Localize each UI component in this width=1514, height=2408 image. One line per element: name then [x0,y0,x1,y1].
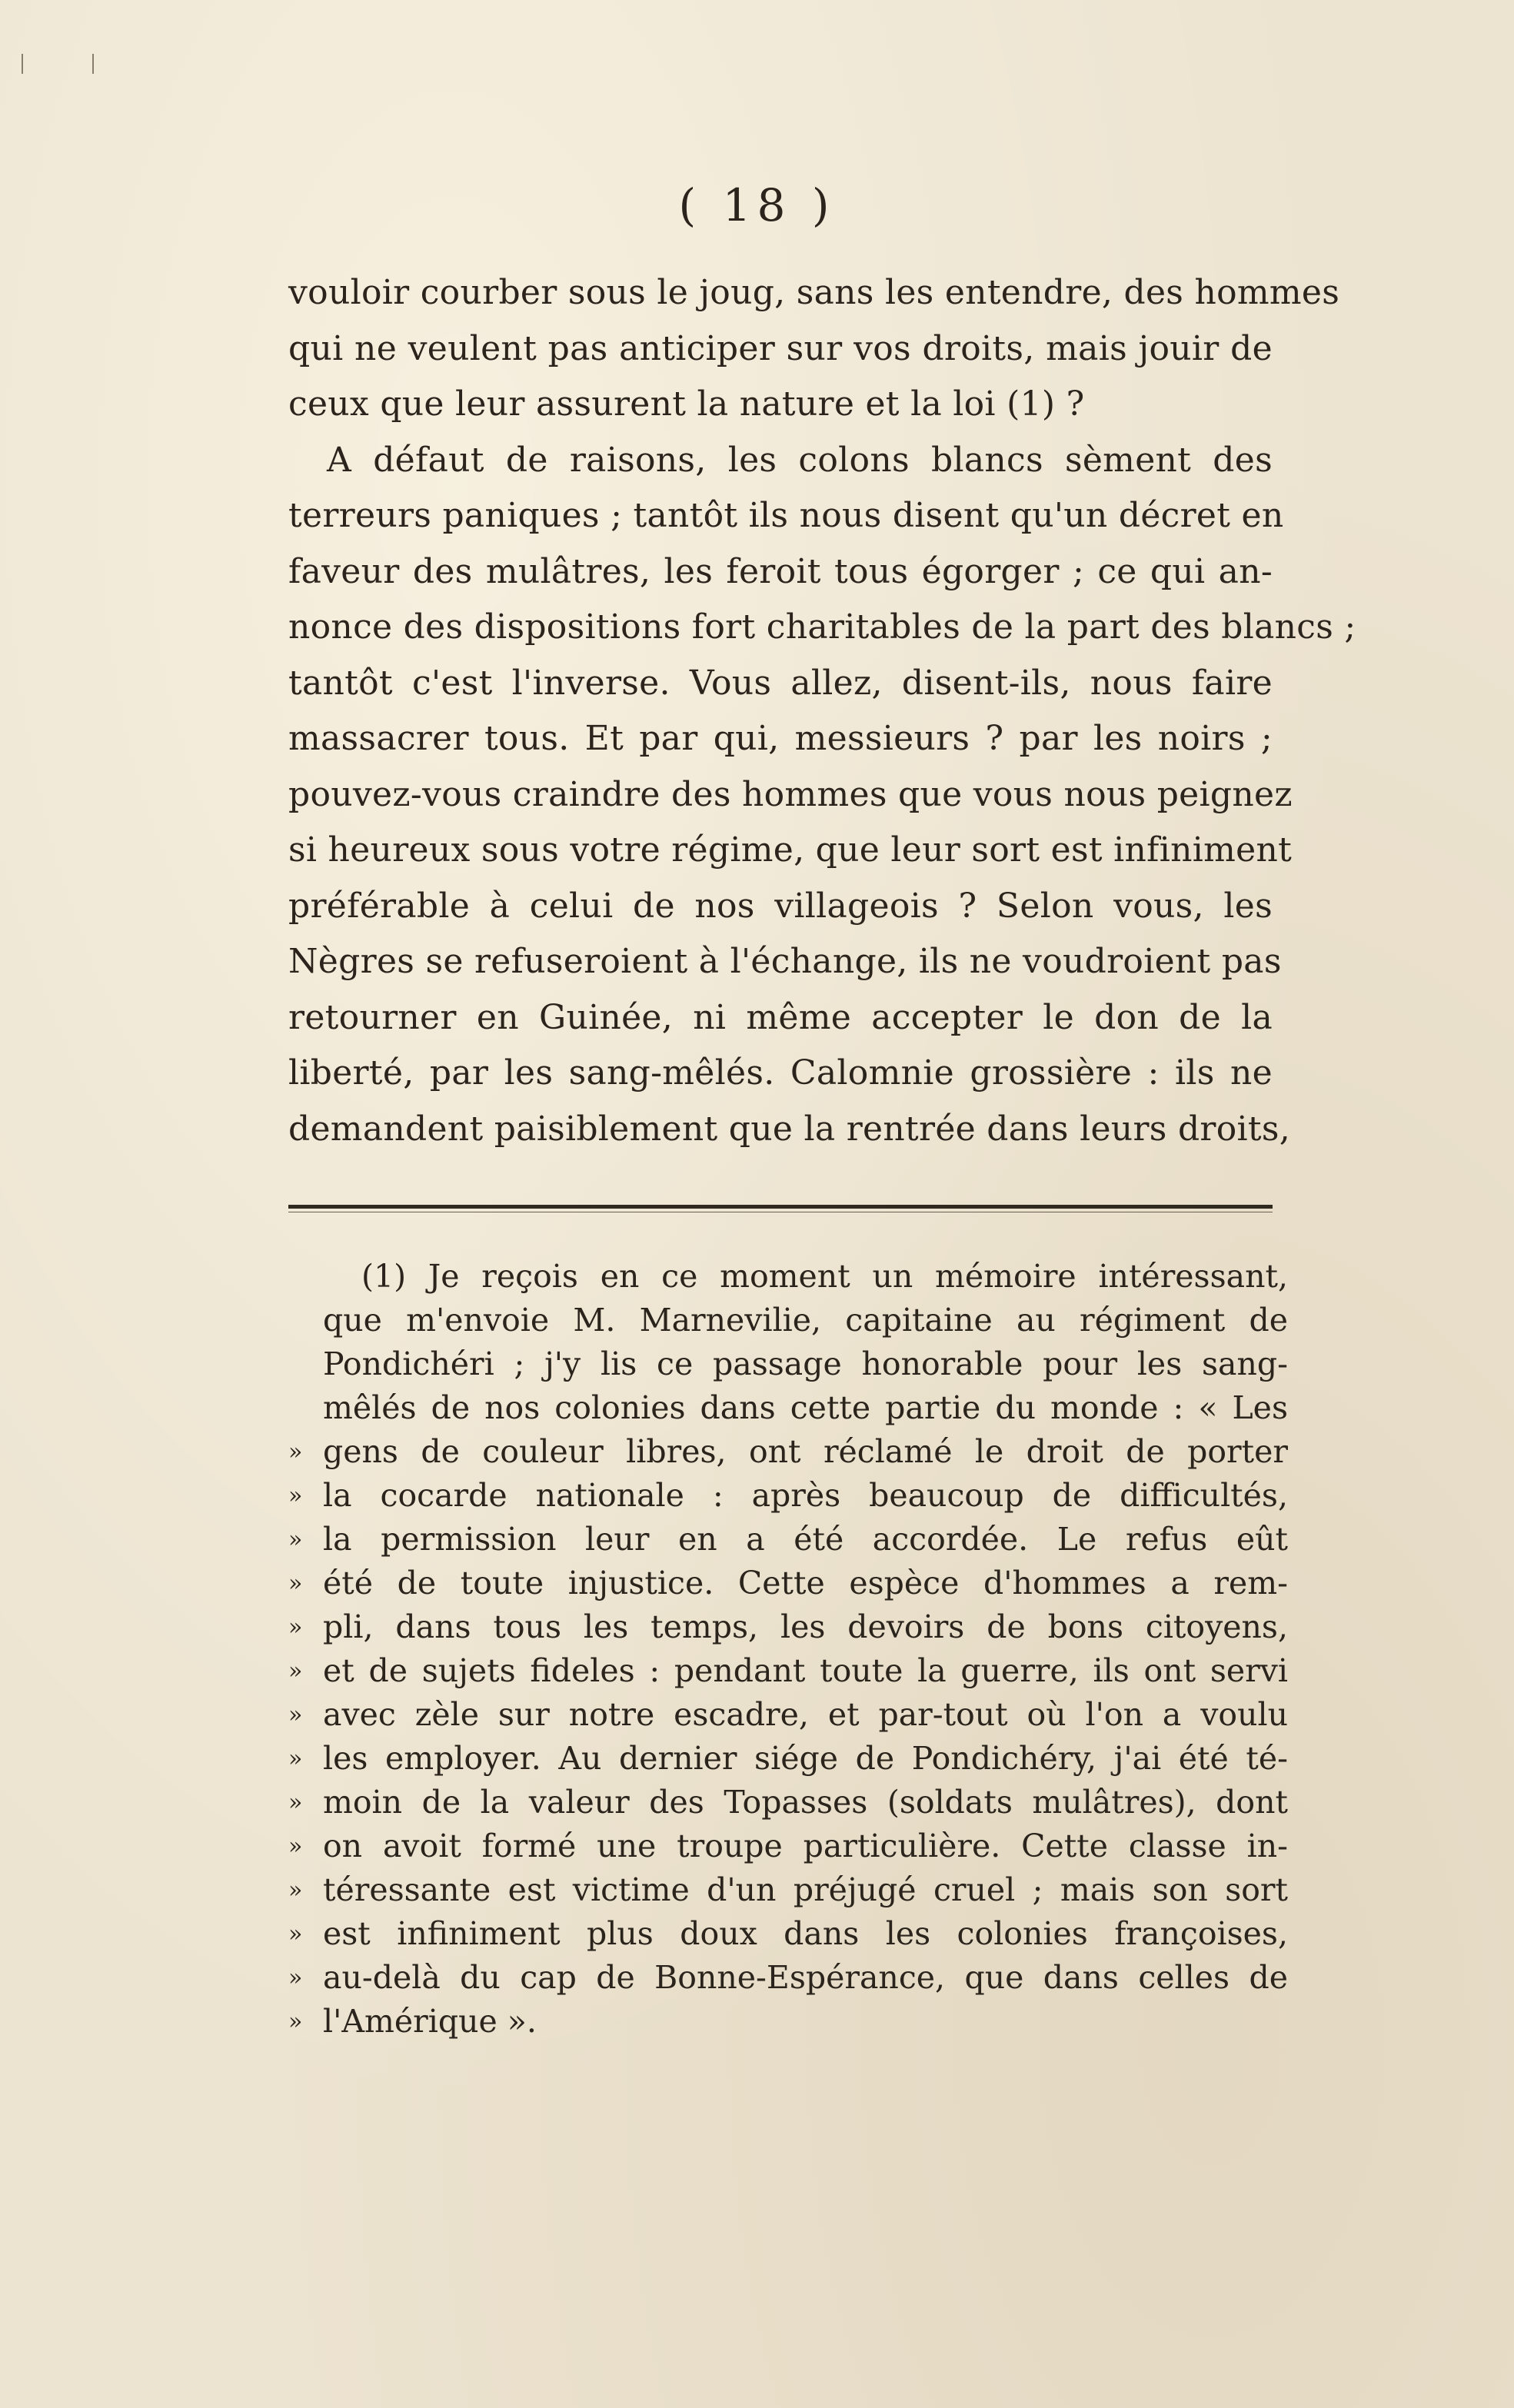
footnote-text: et de sujets fideles : pendant toute la guerre, ils ont servi [323,1652,1288,1689]
footnote-text: moin de la valeur des Topasses (soldats mulâtres), dont [323,1784,1288,1821]
quote-mark: » [288,1964,303,1991]
quote-mark: » [288,1570,303,1597]
quote-mark: » [288,1482,303,1509]
footnote-line [288,2000,1288,2044]
footnote-line [288,1649,1288,1693]
footnote-text: la permission leur en a été accordée. Le refus eût [323,1521,1288,1558]
footnote-text: la cocarde nationale : après beaucoup de difficultés, [323,1477,1288,1514]
quote-mark [288,1299,323,1342]
footnote-text: été de toute injustice. Cette espèce d'hommes a rem- [323,1565,1288,1601]
footnote-line [288,1737,1288,1781]
footnote-text: avec zèle sur notre escadre, et par-tout où l'on a voulu [323,1696,1288,1733]
quote-mark: » [288,1877,303,1904]
footnote-line [288,1824,1288,1868]
quote-mark: » [288,2008,303,2035]
edge-mark [22,54,23,74]
footnote-text: téressante est victime d'un préjugé cruel ; mais son sort [323,1871,1288,1908]
body-line: terreurs paniques ; tantôt ils nous disent qu'un décret en [288,496,1284,535]
footnote-text: gens de couleur libres, ont réclamé le droit de porter [323,1433,1288,1470]
body-line: tantôt c'est l'inverse. Vous allez, disent-ils, nous faire [288,663,1273,703]
quote-mark [288,1255,323,1299]
footnote-line [288,1299,1288,1342]
footnote-line [288,1255,1288,1299]
quote-mark: » [288,1921,303,1947]
footnote-line [288,1956,1288,2000]
body-line: faveur des mulâtres, les feroit tous égorger ; ce qui an- [288,551,1273,591]
body-line: Nègres se refuseroient à l'échange, ils ne voudroient pas [288,942,1282,981]
footnote-rule [288,1205,1273,1209]
quote-mark: » [288,1701,303,1728]
footnote-line [288,1430,1288,1474]
body-line: A défaut de raisons, les colons blancs sèment des [327,440,1273,480]
quote-mark: » [288,1526,303,1553]
quote-mark: » [288,1745,303,1772]
footnote-text: pli, dans tous les temps, les devoirs de bons citoyens, [323,1608,1288,1645]
body-line: qui ne veulent pas anticiper sur vos droits, mais jouir de [288,328,1273,368]
footnote-text: on avoit formé une troupe particulière. Cette classe in- [323,1828,1288,1864]
body-line: pouvez-vous craindre des hommes que vous nous peignez [288,774,1293,814]
footnote-line [288,1781,1288,1824]
footnote-text: mêlés de nos colonies dans cette partie du monde : « Les [323,1389,1288,1426]
edge-mark [92,54,94,74]
footnote-line [288,1518,1288,1562]
quote-mark [288,1342,323,1386]
quote-mark [288,1386,323,1430]
footnote-line [288,1868,1288,1912]
quote-mark: » [288,1614,303,1641]
footnote-line [288,1386,1288,1430]
footnote-text: que m'envoie M. Marnevilie, capitaine au régiment de [323,1302,1288,1339]
page-number: ( 18 ) [678,179,836,231]
quote-mark: » [288,1789,303,1816]
footnote-line [288,1605,1288,1649]
quote-mark: » [288,1833,303,1860]
body-line: massacrer tous. Et par qui, messieurs ? par les noirs ; [288,719,1273,758]
footnote-text: est infiniment plus doux dans les colonies françoises, [323,1915,1288,1952]
footnote-line [288,1912,1288,1956]
body-line: préférable à celui de nos villageois ? Selon vous, les [288,886,1273,926]
body-line: nonce des dispositions fort charitables de la part des blancs ; [288,607,1356,647]
footnote-line [288,1562,1288,1605]
body-line: demandent paisiblement que la rentrée dans leurs droits, [288,1109,1291,1149]
quote-mark: » [288,1658,303,1685]
footnote-text: (1) Je reçois en ce moment un mémoire intéressant, [361,1258,1288,1295]
footnote-text: Pondichéri ; j'y lis ce passage honorable pour les sang- [323,1345,1288,1382]
body-line: retourner en Guinée, ni même accepter le don de la [288,997,1273,1037]
footnote [288,1255,1288,2044]
body-line: ceux que leur assurent la nature et la loi (1) ? [288,384,1085,424]
footnote-line [288,1474,1288,1518]
footnote-line [288,1342,1288,1386]
body-line: vouloir courber sous le joug, sans les entendre, des hommes [288,273,1340,312]
footnote-text: l'Amérique ». [323,2003,537,2040]
body-line: liberté, par les sang-mêlés. Calomnie grossière : ils ne [288,1053,1273,1093]
footnote-line [288,1693,1288,1737]
body-line: si heureux sous votre régime, que leur sort est infiniment [288,830,1293,870]
footnote-text: les employer. Au dernier siége de Pondichéry, j'ai été té- [323,1740,1288,1777]
quote-mark: » [288,1438,303,1465]
footnote-text: au-delà du cap de Bonne-Espérance, que dans celles de [323,1959,1288,1996]
body-text [288,265,1356,1157]
